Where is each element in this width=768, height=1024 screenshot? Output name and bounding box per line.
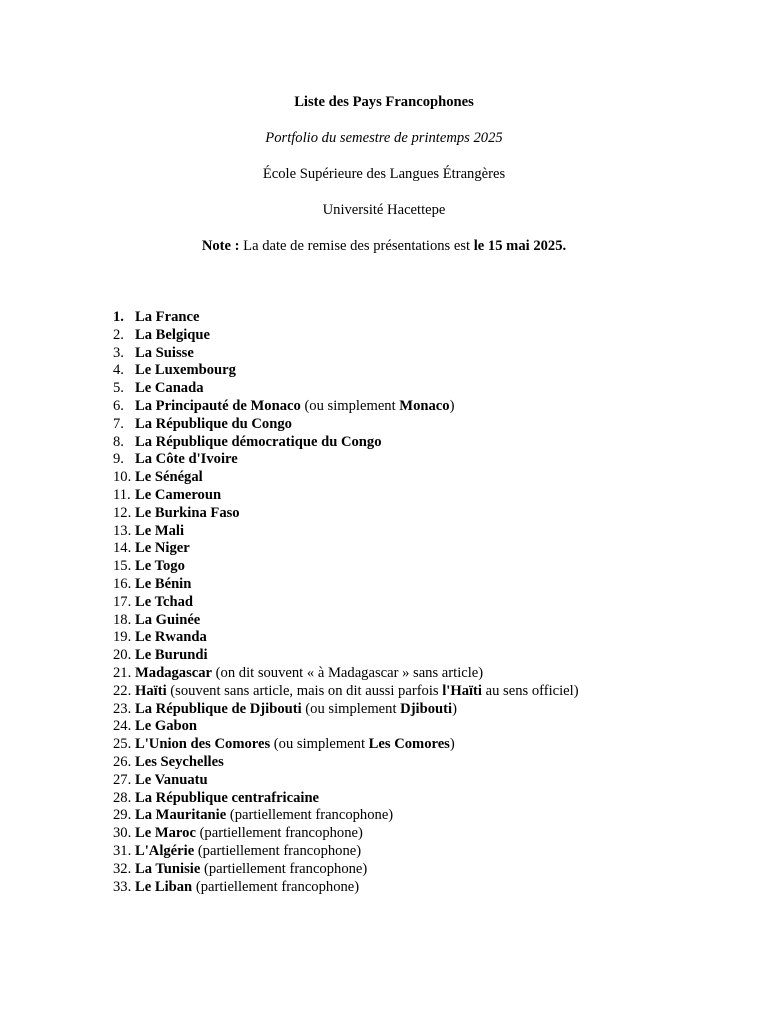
- list-item-number: 9.: [113, 451, 124, 468]
- list-item: [113, 772, 579, 790]
- list-item: [113, 469, 579, 487]
- list-item: [113, 327, 579, 345]
- country-name: La Principauté de Monaco: [135, 397, 301, 414]
- list-item: [113, 790, 579, 808]
- country-name: La Tunisie: [135, 860, 201, 877]
- list-item: [113, 576, 579, 594]
- list-item: [113, 683, 579, 701]
- list-item: [113, 825, 579, 843]
- country-name: Monaco: [399, 397, 450, 414]
- list-item-number: 16.: [113, 575, 132, 592]
- list-item: [113, 416, 579, 434]
- country-name: Les Comores: [368, 736, 450, 753]
- list-item: [113, 309, 579, 327]
- country-name: La Suisse: [135, 344, 194, 361]
- note-text: La date de remise des présentations est: [239, 238, 474, 254]
- list-item: [113, 523, 579, 541]
- country-name: Le Mali: [135, 522, 185, 539]
- deadline-note: [0, 237, 768, 273]
- country-note: (souvent sans article, mais on dit aussi parfois: [166, 682, 443, 699]
- list-item-number: 4.: [113, 362, 124, 379]
- country-name: Le Luxembourg: [135, 362, 236, 379]
- list-item-number: 11.: [113, 486, 131, 503]
- list-item: [113, 594, 579, 612]
- list-item: [113, 701, 579, 719]
- list-item-number: 26.: [113, 753, 132, 770]
- country-name: L'Algérie: [135, 842, 195, 859]
- country-note: (partiellement francophone): [195, 825, 363, 842]
- country-note: (partiellement francophone): [200, 860, 368, 877]
- document-subtitle: Portfolio du semestre de printemps 2025: [265, 130, 503, 146]
- country-name: Djibouti: [400, 700, 453, 717]
- list-item: [113, 612, 579, 630]
- country-name: Le Gabon: [135, 718, 198, 735]
- list-item-number: 21.: [113, 664, 132, 681]
- country-name: La République démocratique du Congo: [135, 433, 382, 450]
- university-name: Université Hacettepe: [322, 202, 446, 218]
- country-note: ): [452, 700, 457, 717]
- document-header: [0, 93, 768, 273]
- country-note: (partiellement francophone): [194, 842, 362, 859]
- country-name: L'Union des Comores: [135, 736, 271, 753]
- list-item-number: 31.: [113, 842, 132, 859]
- country-name: Haïti: [135, 682, 167, 699]
- list-item-number: 18.: [113, 611, 132, 628]
- country-name: La Mauritanie: [135, 807, 227, 824]
- country-name: La République de Djibouti: [135, 700, 302, 717]
- country-name: Le Niger: [135, 540, 190, 557]
- list-item: [113, 505, 579, 523]
- list-item: [113, 380, 579, 398]
- country-name: Le Bénin: [135, 575, 192, 592]
- note-label: Note :: [201, 238, 240, 254]
- country-note: ): [449, 397, 455, 414]
- list-item-number: 23.: [113, 700, 132, 717]
- country-name: Le Togo: [135, 558, 185, 575]
- list-item: [113, 754, 579, 772]
- list-item: [113, 843, 579, 861]
- list-item: [113, 647, 579, 665]
- list-item-number: 13.: [113, 522, 132, 539]
- country-name: Le Tchad: [135, 593, 193, 610]
- list-item-number: 12.: [113, 504, 132, 521]
- list-item: [113, 807, 579, 825]
- list-item-number: 17.: [113, 593, 132, 610]
- list-item-number: 20.: [113, 647, 132, 664]
- country-name: Le Cameroun: [135, 486, 222, 503]
- country-name: Le Liban: [135, 878, 193, 895]
- list-item: [113, 629, 579, 647]
- list-item-number: 6.: [113, 397, 124, 414]
- country-name: La France: [135, 309, 200, 325]
- list-item-number: 15.: [113, 558, 132, 575]
- note-date: le 15 mai 2025.: [473, 238, 567, 254]
- country-name: Le Rwanda: [135, 629, 207, 646]
- country-note: (ou simplement: [270, 736, 369, 753]
- list-item: [113, 718, 579, 736]
- list-item-number: 24.: [113, 718, 132, 735]
- list-item-number: 28.: [113, 789, 132, 806]
- list-item-number: 19.: [113, 629, 132, 646]
- list-item-number: 27.: [113, 771, 132, 788]
- list-item-number: 7.: [113, 415, 124, 432]
- country-name: La Côte d'Ivoire: [135, 451, 238, 468]
- country-note: ): [449, 736, 455, 753]
- list-item-number: 2.: [113, 326, 124, 343]
- country-list: [113, 309, 579, 896]
- list-item-number: 25.: [113, 736, 132, 753]
- list-item: [113, 434, 579, 452]
- country-name: La République du Congo: [135, 415, 292, 432]
- country-name: La Belgique: [135, 326, 211, 343]
- list-item: [113, 540, 579, 558]
- list-item: [113, 879, 579, 897]
- country-name: Le Maroc: [135, 825, 196, 842]
- country-name: Madagascar: [135, 664, 213, 681]
- country-note: (on dit souvent « à Madagascar » sans article): [212, 664, 484, 681]
- country-name: Les Seychelles: [135, 753, 224, 770]
- document-title: Liste des Pays Francophones: [294, 94, 474, 110]
- country-note: (partiellement francophone): [226, 807, 394, 824]
- country-note: (partiellement francophone): [192, 878, 360, 895]
- list-item-number: 29.: [113, 807, 132, 824]
- list-item: [113, 558, 579, 576]
- list-item: [113, 362, 579, 380]
- country-name: Le Sénégal: [135, 469, 203, 486]
- list-item-number: 8.: [113, 433, 124, 450]
- country-note: au sens officiel): [481, 682, 579, 699]
- list-item: [113, 345, 579, 363]
- list-item-number: 30.: [113, 825, 132, 842]
- list-item-number: 1.: [113, 309, 124, 325]
- list-item: [113, 861, 579, 879]
- list-item-number: 33.: [113, 878, 132, 895]
- country-name: l'Haïti: [442, 682, 482, 699]
- country-name: Le Vanuatu: [135, 771, 208, 788]
- country-name: La Guinée: [135, 611, 201, 628]
- country-note: (ou simplement: [301, 700, 401, 717]
- list-item: [113, 736, 579, 754]
- country-name: Le Burkina Faso: [135, 504, 240, 521]
- country-name: Le Canada: [135, 380, 204, 397]
- list-item: [113, 665, 579, 683]
- country-name: Le Burundi: [135, 647, 208, 664]
- school-name: École Supérieure des Langues Étrangères: [262, 166, 506, 182]
- country-name: La République centrafricaine: [135, 789, 320, 806]
- list-item-number: 5.: [113, 380, 124, 397]
- country-note: (ou simplement: [300, 397, 400, 414]
- list-item: [113, 398, 579, 416]
- list-item-number: 32.: [113, 860, 132, 877]
- list-item: [113, 451, 579, 469]
- list-item: [113, 487, 579, 505]
- list-item-number: 14.: [113, 540, 132, 557]
- list-item-number: 10.: [113, 469, 132, 486]
- list-item-number: 3.: [113, 344, 124, 361]
- list-item-number: 22.: [113, 682, 132, 699]
